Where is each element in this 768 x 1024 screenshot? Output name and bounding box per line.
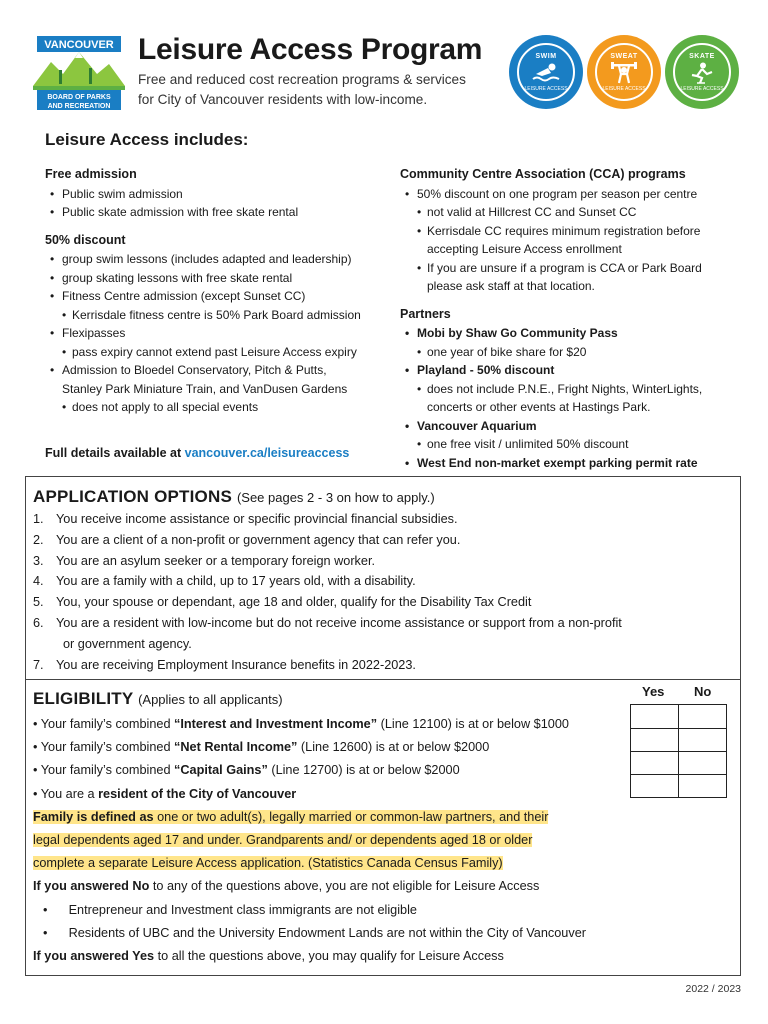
answered-no-text: to any of the questions above, you are not eligible for Leisure Access — [149, 879, 540, 894]
list-item: • pass expiry cannot extend past Leisure Access expiry — [45, 343, 395, 362]
answered-yes — [33, 945, 733, 968]
family-text: legal dependents aged 17 and under. Grandparents and/ or dependents aged 18 or older — [33, 833, 533, 848]
list-item: • group skating lessons with free skate rental — [45, 269, 395, 288]
list-item: please ask staff at that location. — [427, 279, 595, 293]
family-definition — [33, 852, 733, 875]
list-item: • Public swim admission — [45, 185, 395, 204]
eligibility-question — [33, 783, 733, 806]
list-item: Stanley Park Miniature Train, and VanDusen Gardens — [62, 381, 348, 396]
question-text: • Your family’s combined — [33, 740, 175, 755]
eligibility-box — [25, 680, 741, 976]
option-item — [33, 509, 622, 530]
option-item — [33, 551, 622, 572]
question-text: • Your family’s combined — [33, 717, 175, 731]
eligibility-content — [33, 713, 733, 968]
question-text: • Your family’s combined — [33, 763, 175, 778]
option-number: 2. — [33, 532, 44, 547]
list-item: • Entrepreneur and Investment class immigrants are not eligible — [43, 902, 417, 917]
full-details — [45, 446, 349, 460]
program-badges — [509, 35, 739, 109]
option-number: 5. — [33, 595, 44, 610]
option-text: You are receiving Employment Insurance benefits in 2022-2023. — [56, 657, 416, 672]
swim-badge-sub: LEISURE ACCESS — [524, 85, 568, 92]
cca-heading: Community Centre Association (CCA) programs — [400, 167, 686, 181]
vancouver-park-board-logo — [31, 34, 127, 112]
weightlifter-icon — [610, 62, 638, 84]
skater-icon — [688, 62, 716, 84]
list-item: • does not include P.N.E., Fright Nights, WinterLights, — [400, 380, 740, 399]
list-item: • Flexipasses — [45, 324, 395, 343]
answered-no — [33, 875, 733, 898]
leisure-access-link[interactable]: vancouver.ca/leisureaccess — [184, 446, 350, 460]
page-title: Leisure Access Program — [138, 33, 483, 66]
option-item — [33, 530, 622, 551]
option-number: 6. — [33, 615, 44, 630]
application-note: (See pages 2 - 3 on how to apply.) — [236, 490, 435, 505]
question-bold: resident of the City of Vancouver — [98, 786, 297, 801]
includes-heading: Leisure Access includes: — [45, 130, 249, 149]
list-item: • one free visit / unlimited 50% discount — [400, 435, 740, 454]
eligibility-heading-text: ELIGIBILITY — [33, 689, 134, 708]
free-admission-heading: Free admission — [45, 167, 137, 181]
swim-badge-label: SWIM — [535, 52, 557, 60]
option-text: You are a family with a child, up to 17 years old, with a disability. — [56, 574, 416, 589]
option-number: 3. — [33, 553, 44, 568]
footer-year: 2022 / 2023 — [685, 983, 741, 995]
list-item: • Public skate admission with free skate rental — [45, 203, 395, 222]
list-item: • Kerrisdale CC requires minimum registration before — [400, 222, 740, 241]
list-item: • Kerrisdale fitness centre is 50% Park Board admission — [45, 306, 395, 325]
list-item: • West End non-market exempt parking permit rate — [400, 454, 740, 473]
question-bold: “Net Rental Income” — [174, 740, 298, 755]
option-item — [33, 613, 622, 634]
question-bold: “Interest and Investment Income” — [174, 717, 378, 731]
sweat-badge-sub: LEISURE ACCESS — [602, 85, 646, 92]
list-item: • Playland - 50% discount — [400, 361, 740, 380]
option-number: 4. — [33, 574, 44, 589]
eligibility-question — [33, 759, 733, 782]
eligibility-question — [33, 736, 733, 759]
application-options-list — [33, 509, 622, 675]
answered-yes-bold: If you answered Yes — [33, 949, 155, 964]
answered-yes-text: to all the questions above, you may qualify for Leisure Access — [154, 949, 504, 964]
family-text: one or two adult(s), legally married or common-law partners, and their — [153, 809, 549, 824]
option-text: You are a resident with low-income but do not receive income assistance or support from a non-profit — [56, 615, 622, 630]
subtitle-line-2: for City of Vancouver residents with low-income. — [138, 92, 428, 107]
eligibility-note: (Applies to all applicants) — [138, 692, 283, 707]
list-item: • group swim lessons (includes adapted and leadership) — [45, 250, 395, 269]
subtitle-line-1: Free and reduced cost recreation programs & services — [138, 72, 466, 87]
list-item: • one year of bike share for $20 — [400, 343, 740, 362]
answered-no-bold: If you answered No — [33, 879, 150, 894]
family-text: complete a separate Leisure Access application. (Statistics Canada Census Family) — [33, 856, 503, 871]
option-number: 1. — [33, 512, 44, 526]
full-details-label: Full details available at — [45, 446, 185, 460]
option-text: You receive income assistance or specific provincial financial subsidies. — [56, 512, 458, 526]
list-item: accepting Leisure Access enrollment — [427, 242, 622, 256]
list-item: • Vancouver Aquarium — [400, 417, 740, 436]
sweat-badge-label: SWEAT — [610, 52, 638, 60]
option-item — [33, 655, 622, 676]
question-bold: “Capital Gains” — [174, 763, 268, 778]
bullet-text: Entrepreneur and Investment class immigrants are not eligible — [68, 902, 417, 917]
eligibility-heading — [33, 689, 283, 709]
question-text: (Line 12700) is at or below $2000 — [267, 763, 460, 778]
sweat-badge — [587, 35, 661, 109]
list-item: concerts or other events at Hastings Park. — [427, 400, 651, 414]
application-options-heading — [33, 487, 435, 507]
list-item: • not valid at Hillcrest CC and Sunset CC — [400, 203, 740, 222]
swimmer-icon — [532, 62, 560, 84]
list-item: • If you are unsure if a program is CCA or Park Board — [400, 259, 740, 278]
discount-heading: 50% discount — [45, 232, 126, 247]
list-item: • does not apply to all special events — [45, 398, 395, 417]
family-bold: Family is defined as — [33, 809, 154, 824]
family-definition — [33, 806, 733, 829]
logo-text-bottom-2: AND RECREATION — [47, 103, 111, 110]
cca-list — [400, 185, 740, 296]
list-item: • Admission to Bloedel Conservatory, Pitch & Putts, — [45, 361, 395, 380]
question-text: • You are a — [33, 786, 99, 801]
list-item: • Residents of UBC and the University Endowment Lands are not within the City of Vancouver — [43, 925, 586, 940]
page-subtitle — [138, 70, 466, 110]
skate-badge — [665, 35, 739, 109]
option-text: You are a client of a non-profit or government agency that can refer you. — [56, 532, 461, 547]
option-number: 7. — [33, 657, 44, 672]
list-item: • 50% discount on one program per season per centre — [400, 185, 740, 204]
option-item — [33, 634, 622, 655]
includes-right-column — [400, 165, 740, 472]
discount-list — [45, 250, 395, 417]
free-admission-list — [45, 185, 395, 222]
option-item — [33, 592, 622, 613]
option-text: or government agency. — [63, 636, 192, 651]
swim-badge — [509, 35, 583, 109]
application-heading-text: APPLICATION OPTIONS — [33, 487, 232, 506]
no-column-label: No — [694, 684, 712, 699]
skate-badge-label: SKATE — [689, 52, 715, 60]
family-definition — [33, 829, 733, 852]
skate-badge-sub: LEISURE ACCESS — [680, 85, 724, 92]
yes-column-label: Yes — [642, 684, 665, 699]
option-text: You are an asylum seeker or a temporary foreign worker. — [56, 553, 375, 568]
option-text: You, your spouse or dependant, age 18 and older, qualify for the Disability Tax Credit — [56, 595, 532, 610]
partners-list — [400, 324, 740, 472]
partners-heading: Partners — [400, 306, 451, 321]
eligibility-question — [33, 713, 733, 736]
bullet-text: Residents of UBC and the University Endowment Lands are not within the City of Vancouver — [68, 925, 586, 940]
list-item: • Fitness Centre admission (except Sunset CC) — [45, 287, 395, 306]
list-item: • Mobi by Shaw Go Community Pass — [400, 324, 740, 343]
logo-text-top: VANCOUVER — [44, 39, 114, 51]
application-options-box — [25, 476, 741, 680]
question-text: (Line 12100) is at or below $1000 — [377, 717, 569, 731]
logo-text-bottom-1: BOARD OF PARKS — [47, 94, 111, 101]
includes-left-column — [45, 165, 395, 417]
option-item — [33, 571, 622, 592]
question-text: (Line 12600) is at or below $2000 — [297, 740, 490, 755]
